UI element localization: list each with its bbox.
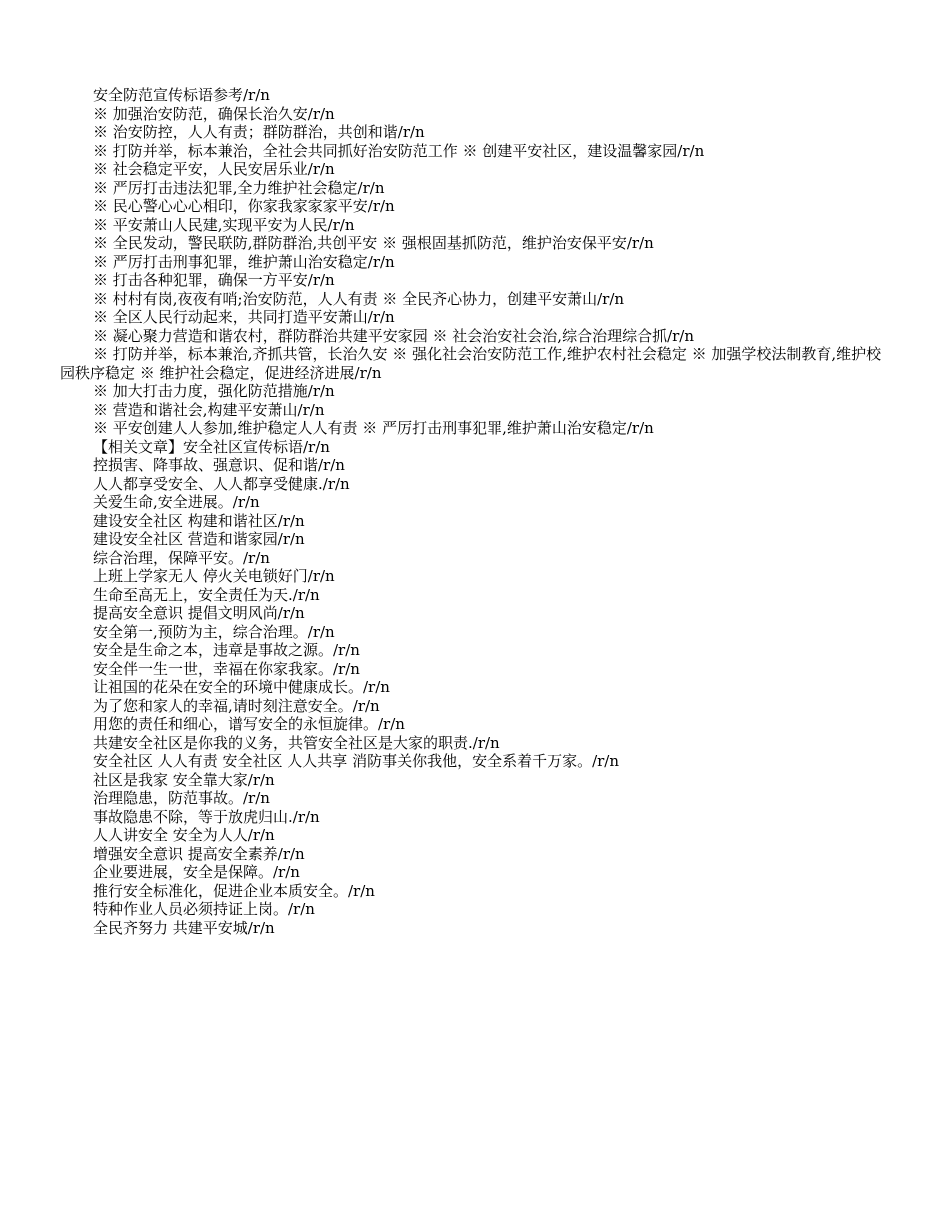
text-line: ※ 治安防控，人人有责；群防群治，共创和谐/r/n [93, 123, 425, 141]
text-line: ※ 营造和谐社会,构建平安萧山/r/n [93, 400, 325, 419]
text-line: ※ 加强治安防范，确保长治久安/r/n [93, 104, 335, 123]
text-line: ※ 严厉打击刑事犯罪，维护萧山治安稳定/r/n [93, 252, 395, 271]
text-line: ※ 村村有岗,夜夜有哨;治安防范，人人有责 ※ 全民齐心协力，创建平安萧山/r/n [93, 289, 625, 308]
text-line: 安全防范宣传标语参考/r/n [93, 86, 270, 104]
text-line: 让祖国的花朵在安全的环境中健康成长。/r/n [93, 678, 390, 696]
text-line: 治理隐患，防范事故。/r/n [93, 789, 270, 807]
text-line: 建设安全社区 构建和谐社区/r/n [93, 511, 305, 530]
text-line: 安全社区 人人有责 安全社区 人人共享 消防事关你我他，安全系着千万家。/r/n [93, 752, 620, 770]
text-line: 人人讲安全 安全为人人/r/n [93, 826, 275, 844]
text-line: 提高安全意识 提倡文明风尚/r/n [93, 604, 305, 622]
text-line: 安全是生命之本，违章是事故之源。/r/n [93, 641, 360, 659]
text-line: 企业要进展，安全是保障。/r/n [93, 863, 300, 881]
text-line: 关爱生命,安全进展。/r/n [93, 493, 260, 511]
text-line: ※ 社会稳定平安，人民安居乐业/r/n [93, 160, 335, 178]
text-line: 事故隐患不除，等于放虎归山./r/n [93, 807, 320, 826]
text-line: 为了您和家人的幸福,请时刻注意安全。/r/n [93, 696, 380, 715]
text-line: ※ 民心警心心心相印，你家我家家家平安/r/n [93, 197, 395, 215]
text-line: 控损害、降事故、强意识、促和谐/r/n [93, 456, 345, 474]
text-line: ※ 凝心聚力营造和谐农村，群防群治共建平安家园 ※ 社会治安社会治,综合治理综合抓/r/n [93, 326, 695, 345]
text-line: ※ 打击各种犯罪，确保一方平安/r/n [93, 271, 335, 289]
text-line: ※ 严厉打击违法犯罪,全力维护社会稳定/r/n [93, 178, 385, 197]
text-line: 综合治理，保障平安。/r/n [93, 548, 270, 567]
text-line: 人人都享受安全、人人都享受健康./r/n [93, 474, 350, 493]
text-line: 上班上学家无人 停火关电锁好门/r/n [93, 567, 335, 585]
text-line: 特种作业人员必须持证上岗。/r/n [93, 900, 315, 918]
text-line: 安全伴一生一世，幸福在你家我家。/r/n [93, 659, 360, 678]
text-line: 社区是我家 安全靠大家/r/n [93, 770, 275, 789]
text-line: ※ 全民发动，警民联防,群防群治,共创平安 ※ 强根固基抓防范，维护治安保平安/r/n [93, 234, 654, 252]
text-line: 推行安全标准化，促进企业本质安全。/r/n [93, 881, 375, 900]
text-line: ※ 全区人民行动起来，共同打造平安萧山/r/n [93, 308, 395, 326]
text-line: 增强安全意识 提高安全素养/r/n [93, 844, 305, 863]
text-line: 安全第一,预防为主，综合治理。/r/n [93, 622, 335, 641]
text-line: 建设安全社区 营造和谐家园/r/n [93, 530, 305, 548]
text-line: ※ 平安创建人人参加,维护稳定人人有责 ※ 严厉打击刑事犯罪,维护萧山治安稳定/r/n [93, 419, 654, 437]
text-line: 全民齐努力 共建平安城/r/n [93, 918, 275, 937]
text-line: 共建安全社区是你我的义务，共管安全社区是大家的职责./r/n [93, 733, 500, 752]
text-line: ※ 打防并举，标本兼治,齐抓共管，长治久安 ※ 强化社会治安防范工作,维护农村社会稳定 ※ 加强学校法制教育,维护校园秩序稳定 ※ 维护社会稳定，促进经济进展/r/n [60, 345, 882, 382]
text-line: ※ 加大打击力度，强化防范措施/r/n [93, 382, 335, 400]
text-line: ※ 平安萧山人民建,实现平安为人民/r/n [93, 215, 355, 234]
text-line: ※ 打防并举，标本兼治，全社会共同抓好治安防范工作 ※ 创建平安社区，建设温馨家园/r/n [93, 141, 705, 160]
text-line: 用您的责任和细心，谱写安全的永恒旋律。/r/n [93, 715, 405, 733]
related-articles-heading: 【相关文章】安全社区宣传标语/r/n [93, 437, 330, 456]
text-line: 生命至高无上，安全责任为天./r/n [93, 585, 320, 604]
